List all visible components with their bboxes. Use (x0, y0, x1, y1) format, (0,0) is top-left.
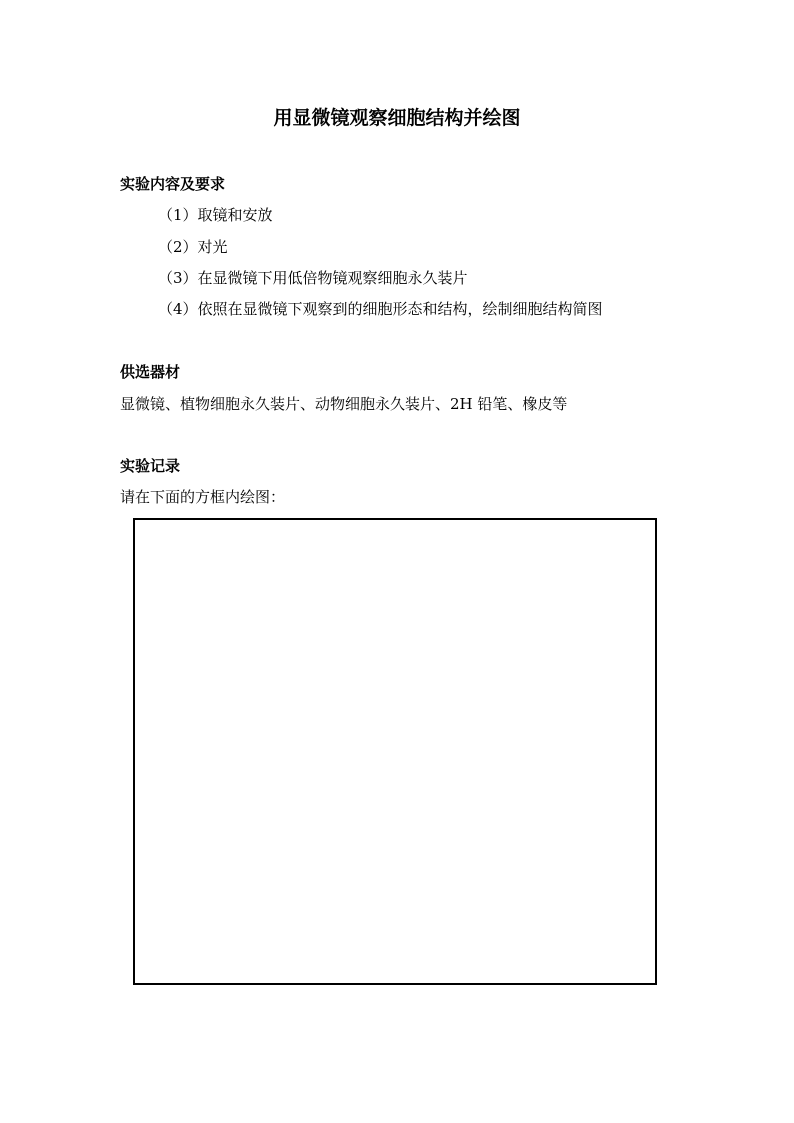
materials-section-heading: 供选器材 (120, 363, 181, 381)
step-item: （3）在显微镜下用低倍物镜观察细胞永久装片 (158, 269, 468, 287)
content-section-heading: 实验内容及要求 (120, 175, 226, 193)
step-item: （2）对光 (158, 238, 228, 256)
step-item: （4）依照在显微镜下观察到的细胞形态和结构，绘制细胞结构简图 (158, 300, 603, 318)
record-section-heading: 实验记录 (120, 457, 181, 475)
materials-text: 显微镜、植物细胞永久装片、动物细胞永久装片、2H 铅笔、橡皮等 (120, 395, 568, 413)
drawing-box[interactable] (133, 518, 657, 985)
page-title: 用显微镜观察细胞结构并绘图 (273, 107, 521, 129)
record-instruction: 请在下面的方框内绘图： (120, 488, 286, 506)
step-item: （1）取镜和安放 (158, 206, 273, 224)
